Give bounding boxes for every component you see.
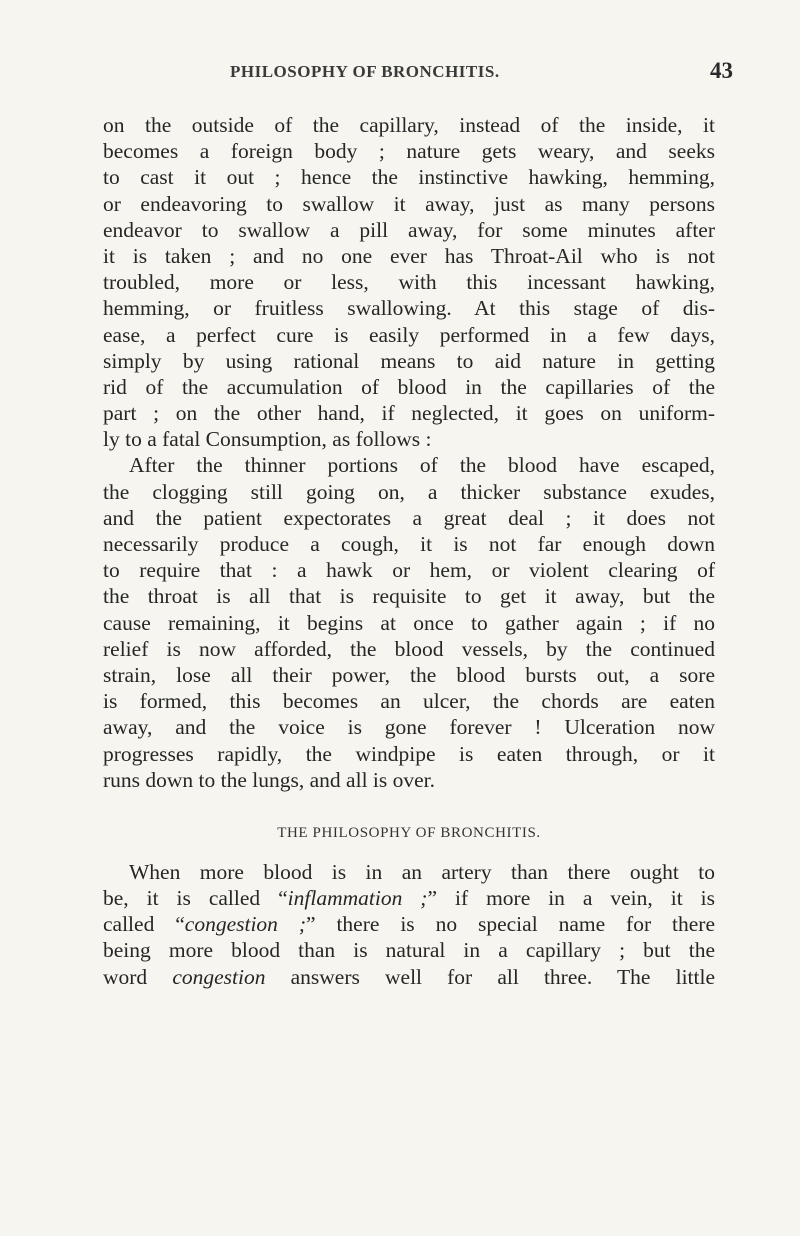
text-line: the clogging still going on, a thicker substance exudes, bbox=[103, 479, 715, 504]
text-line: is formed, this becomes an ulcer, the chords are eaten bbox=[103, 689, 715, 714]
text-segment: be, it is called “ bbox=[103, 886, 288, 911]
text-line: and the patient expectorates a great deal ; it does not bbox=[103, 505, 715, 530]
text-line: becomes a foreign body ; nature gets weary, and seeks bbox=[103, 139, 715, 164]
paragraph-2 bbox=[103, 452, 715, 792]
italic-term: congestion bbox=[172, 964, 266, 989]
text-line: necessarily produce a cough, it is not far enough down bbox=[103, 532, 715, 556]
text-line: progresses rapidly, the windpipe is eaten through, or it bbox=[103, 741, 715, 766]
text-line: to require that : a hawk or hem, or violent clearing of bbox=[103, 558, 715, 583]
text-line: it is taken ; and no one ever has Throat-Ail who is not bbox=[103, 243, 715, 268]
text-line: simply by using rational means to aid nature in getting bbox=[103, 348, 715, 373]
text-segment: answers well for all three. The little bbox=[265, 964, 716, 989]
text-line bbox=[103, 885, 715, 911]
text-line: cause remaining, it begins at once to gather again ; if no bbox=[103, 610, 715, 635]
text-line: strain, lose all their power, the blood bursts out, a sore bbox=[103, 662, 715, 687]
text-line bbox=[103, 964, 715, 990]
text-line bbox=[103, 911, 715, 937]
text-line: rid of the accumulation of blood in the capillaries of the bbox=[103, 374, 715, 399]
italic-term: inflammation ; bbox=[287, 886, 428, 911]
text-line: away, and the voice is gone forever ! Ulceration now bbox=[103, 715, 715, 740]
text-line: part ; on the other hand, if neglected, it goes on uniform- bbox=[103, 401, 715, 426]
section-heading: THE PHILOSOPHY OF BRONCHITIS. bbox=[277, 824, 541, 841]
italic-term: congestion ; bbox=[184, 912, 306, 937]
paragraph-3 bbox=[103, 859, 715, 990]
text-line: After the thinner portions of the blood have escaped, bbox=[129, 453, 715, 478]
running-head bbox=[0, 58, 800, 88]
text-line: endeavor to swallow a pill away, for some minutes after bbox=[103, 217, 715, 242]
text-line: to cast it out ; hence the instinctive hawking, hemming, bbox=[103, 165, 715, 190]
text-segment: word bbox=[103, 964, 173, 989]
text-line: hemming, or fruitless swallowing. At this stage of dis- bbox=[103, 296, 715, 321]
running-title: PHILOSOPHY OF BRONCHITIS. bbox=[230, 62, 500, 81]
text-line: troubled, more or less, with this incessant hawking, bbox=[103, 270, 715, 295]
text-line: being more blood than is natural in a capillary ; but the bbox=[103, 938, 715, 963]
text-line: ly to a fatal Consumption, as follows : bbox=[103, 427, 432, 452]
text-line: relief is now afforded, the blood vessels, by the continued bbox=[103, 636, 715, 661]
text-segment: ” there is no special name for there bbox=[306, 912, 715, 937]
text-line: the throat is all that is requisite to get it away, but the bbox=[103, 584, 715, 609]
body-text bbox=[103, 112, 715, 990]
page-number: 43 bbox=[710, 58, 733, 83]
text-line: ease, a perfect cure is easily performed in a few days, bbox=[103, 322, 715, 347]
text-segment: called “ bbox=[103, 912, 185, 937]
text-line: When more blood is in an artery than there ought to bbox=[129, 859, 715, 884]
text-segment: ” if more in a vein, it is bbox=[427, 886, 715, 911]
text-line: on the outside of the capillary, instead of the inside, it bbox=[103, 113, 715, 137]
text-line: or endeavoring to swallow it away, just as many persons bbox=[103, 191, 715, 216]
text-line: runs down to the lungs, and all is over. bbox=[103, 767, 436, 792]
paragraph-1 bbox=[103, 112, 715, 452]
